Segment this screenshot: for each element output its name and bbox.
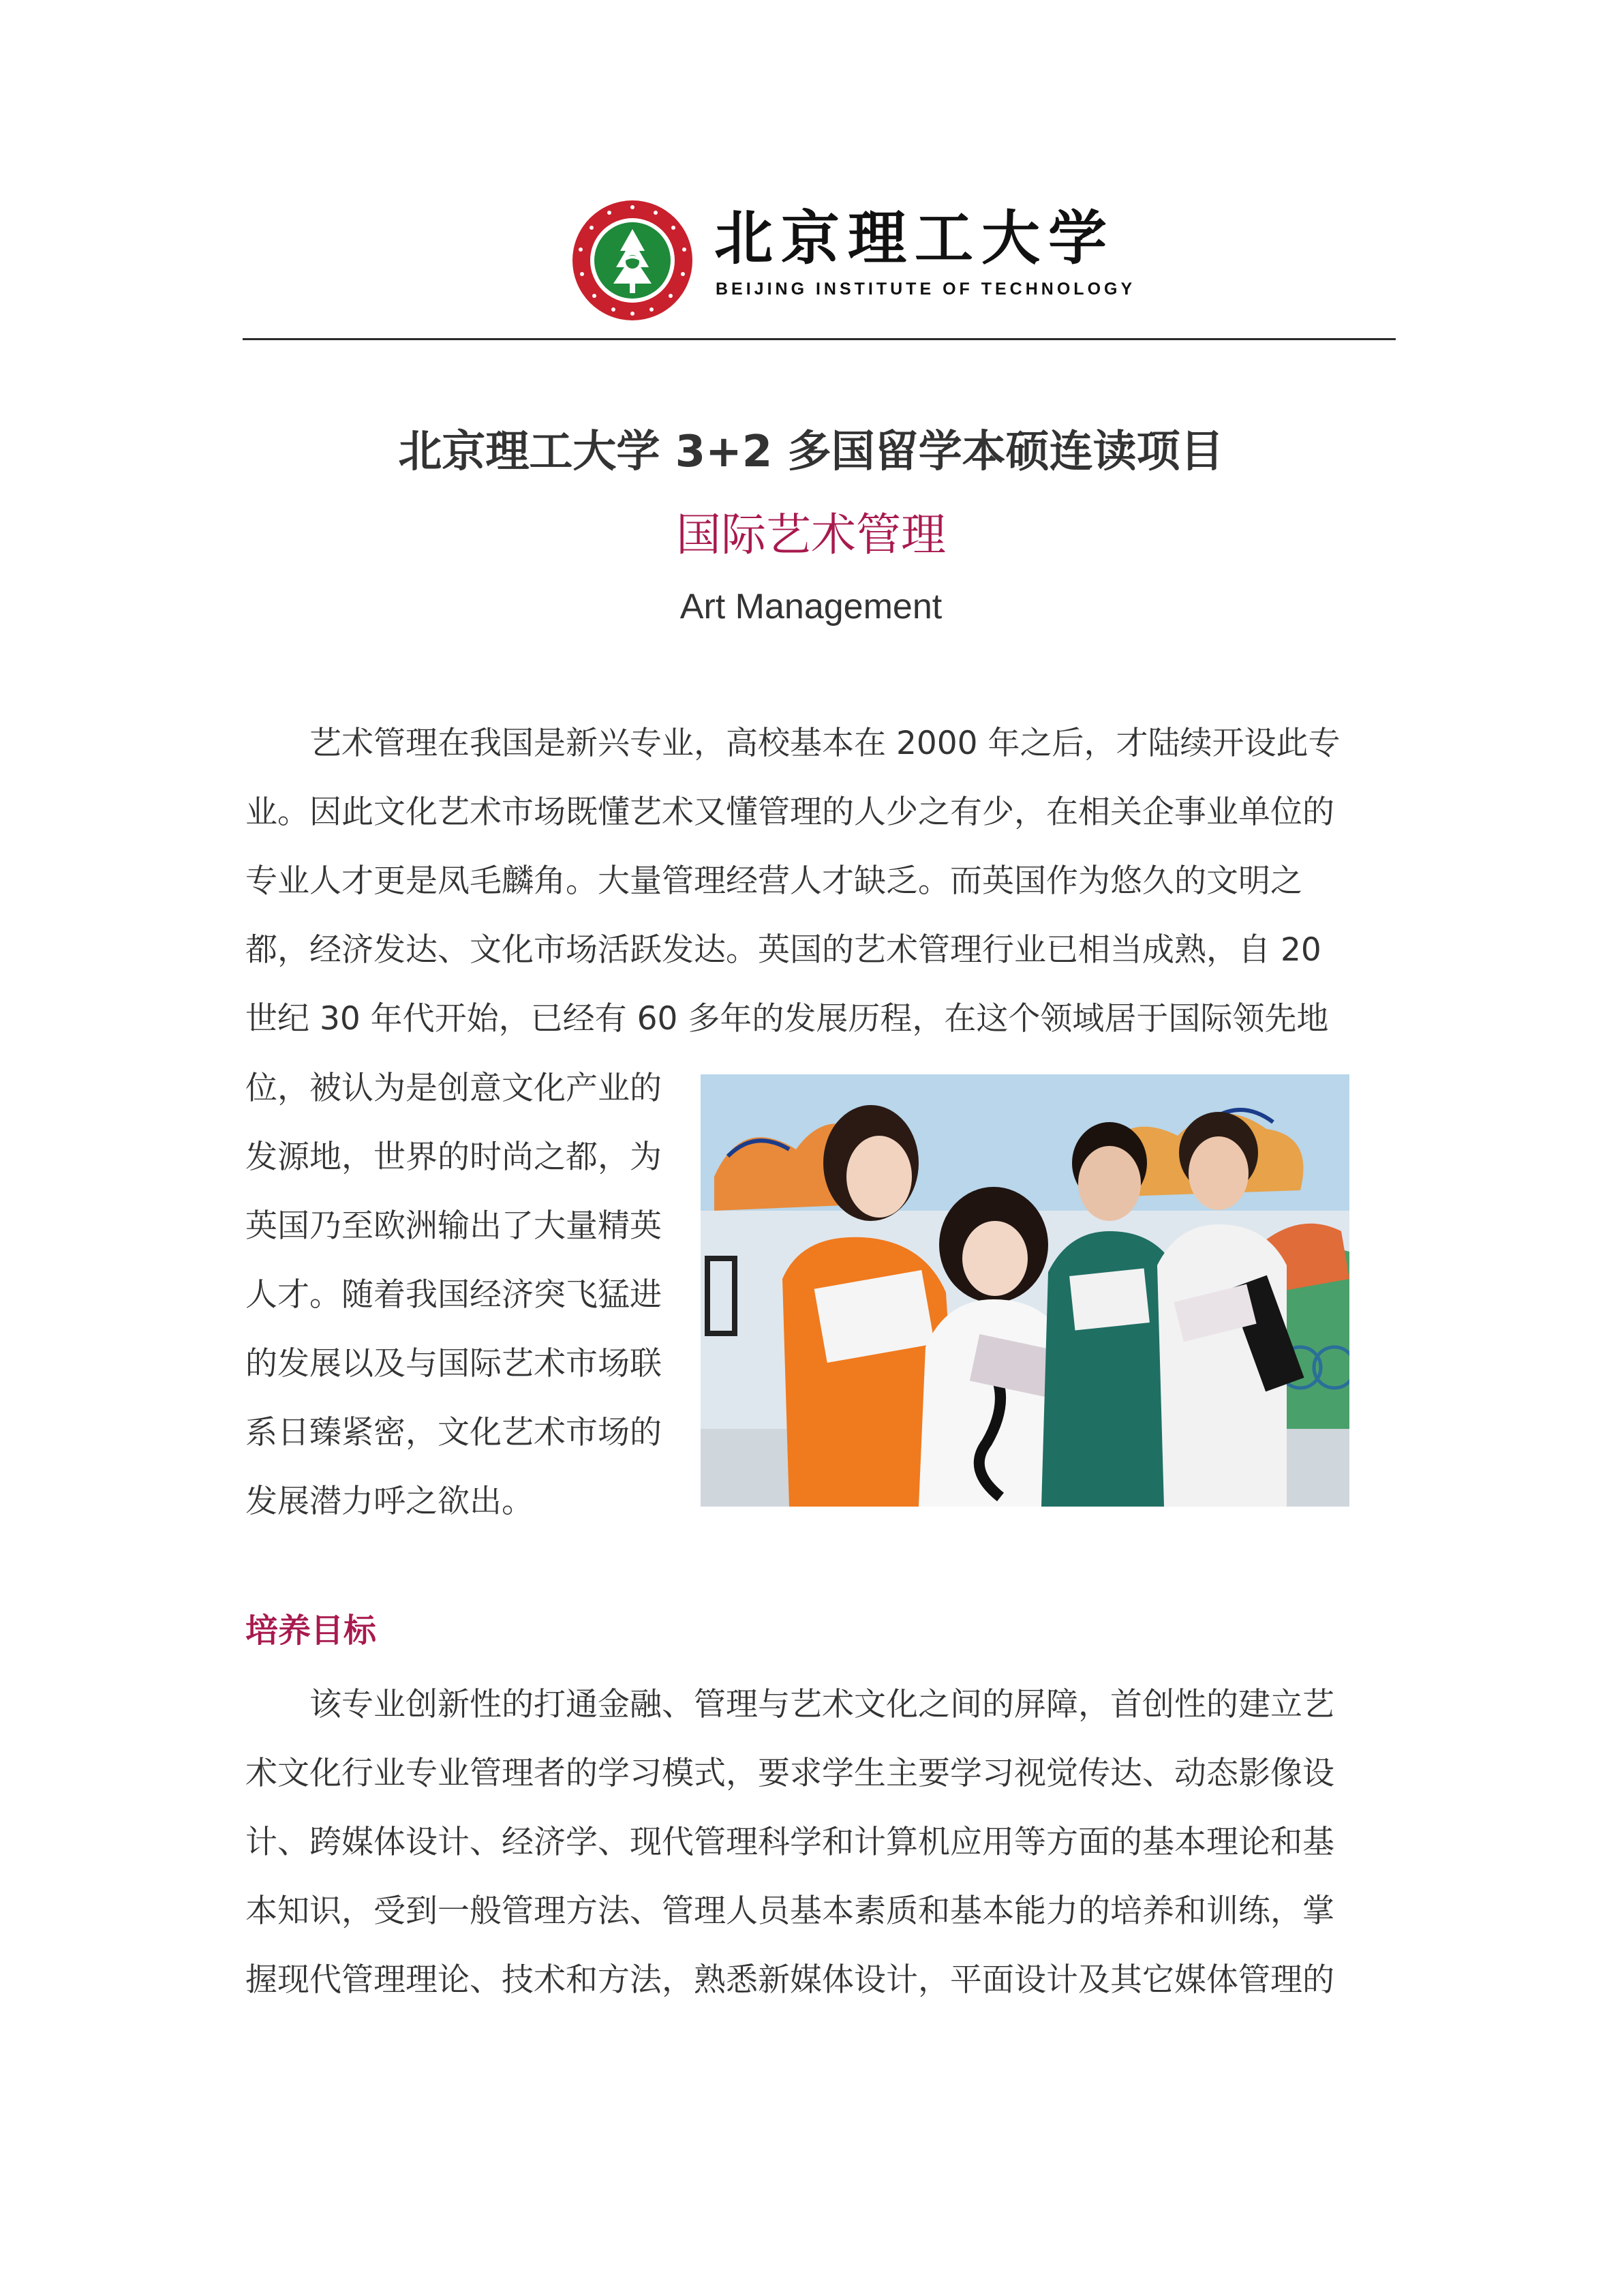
intro-wrapped-text <box>245 1054 682 1536</box>
program-title-en: Art Management <box>679 587 943 626</box>
intro-line: 发源地，世界的时尚之都，为 <box>245 1138 662 1176</box>
intro-paragraph <box>245 709 1370 1053</box>
students-photo-illustration <box>701 1074 1349 1507</box>
goal-line: 计、跨媒体设计、经济学、现代管理科学和计算机应用等方面的基本理论和基 <box>245 1824 1334 1861</box>
intro-line: 的发展以及与国际艺术市场联 <box>245 1345 662 1383</box>
intro-line: 专业人才更是凤毛麟角。大量管理经营人才缺乏。而英国作为悠久的文明之 <box>245 862 1302 900</box>
university-name-cn: 北京理工大学 <box>714 204 1115 273</box>
intro-line: 都，经济发达、文化市场活跃发达。英国的艺术管理行业已相当成熟，自 20 <box>245 931 1321 969</box>
intro-line: 业。因此文化艺术市场既懂艺术又懂管理的人少之有少，在相关企事业单位的 <box>245 794 1334 831</box>
goal-line: 本知识，受到一般管理方法、管理人员基本素质和基本能力的培养和训练，掌 <box>245 1892 1334 1930</box>
university-logo <box>571 199 1136 322</box>
intro-line: 人才。随着我国经济突飞猛进 <box>245 1276 662 1314</box>
header-divider <box>243 338 1396 340</box>
intro-line: 世纪 30 年代开始，已经有 60 多年的发展历程，在这个领域居于国际领先地 <box>245 1000 1329 1038</box>
section-title-training-goals: 培养目标 <box>245 1612 377 1650</box>
training-goals-paragraph <box>245 1670 1370 2014</box>
goal-line: 术文化行业专业管理者的学习模式，要求学生主要学习视觉传达、动态影像设 <box>245 1755 1334 1792</box>
intro-line: 系日臻紧密，文化艺术市场的 <box>245 1414 662 1451</box>
intro-line: 艺术管理在我国是新兴专业，高校基本在 2000 年之后，才陆续开设此专 <box>245 725 1341 762</box>
students-photo <box>701 1074 1349 1507</box>
intro-line: 发展潜力呼之欲出。 <box>245 1483 534 1520</box>
program-title-cn: 国际艺术管理 <box>676 509 946 561</box>
goal-line: 握现代管理理论、技术和方法，熟悉新媒体设计，平面设计及其它媒体管理的 <box>245 1961 1334 1999</box>
university-name-en: BEIJING INSTITUTE OF TECHNOLOGY <box>716 280 1136 299</box>
page-title: 北京理工大学 3+2 多国留学本硕连读项目 <box>398 427 1224 477</box>
intro-line: 位，被认为是创意文化产业的 <box>245 1070 662 1107</box>
intro-line: 英国乃至欧洲输出了大量精英 <box>245 1207 662 1245</box>
goal-line: 该专业创新性的打通金融、管理与艺术文化之间的屏障，首创性的建立艺 <box>245 1686 1334 1723</box>
university-seal-icon <box>571 199 694 322</box>
